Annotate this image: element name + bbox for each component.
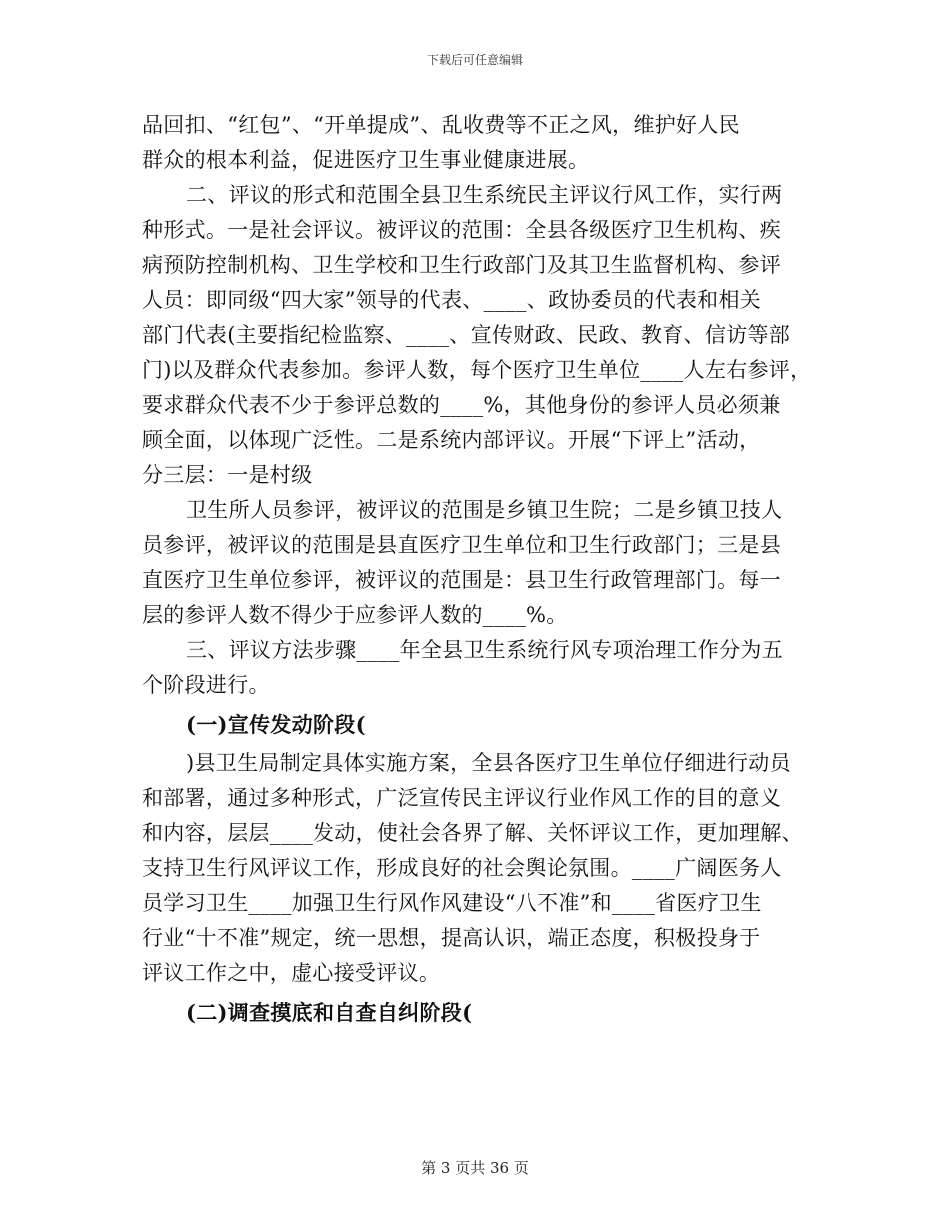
body-text-line: 评议工作之中，虚心接受评议。 [142,961,441,985]
body-text-line: 病预防控制机构、卫生学校和卫生行政部门及其卫生监督机构、参评 [142,253,781,277]
body-text-line: 种形式。一是社会评议。被评议的范围：全县各级医疗卫生机构、疾 [142,218,781,242]
body-text-line: 部门代表(主要指纪检监察、____、宣传财政、民政、教育、信访等部 [142,323,791,347]
body-text-line: 品回扣、“红包”、“开单提成”、乱收费等不正之风，维护好人民 [142,113,740,137]
page-number: 第 3 页共 36 页 [421,1159,529,1177]
body-text-line: 人员：即同级“四大家”领导的代表、____、政协委员的代表和相关 [142,288,762,312]
body-text-line: 群众的根本利益，促进医疗卫生事业健康进展。 [142,148,590,172]
body-text-line: 要求群众代表不少于参评总数的____%，其他身份的参评人员必须兼 [142,393,781,417]
body-text-line: 直医疗卫生单位参评，被评议的范围是：县卫生行政管理部门。每一 [142,568,781,592]
body-text-line: 二、评议的形式和范围全县卫生系统民主评议行风工作，实行两 [186,183,783,207]
body-text-line: 支持卫生行风评议工作，形成良好的社会舆论氛围。____广阔医务人 [142,856,782,880]
document-body [142,108,822,1034]
body-text-line: 门)以及群众代表参加。参评人数，每个医疗卫生单位____人左右参评， [142,358,812,382]
body-text-line: 分三层：一是村级 [142,463,313,487]
body-text-line: 顾全面，以体现广泛性。二是系统内部评议。开展“下评上”活动， [142,428,761,452]
body-text-line: 层的参评人数不得少于应参评人数的____%。 [142,603,568,627]
body-text-line: 员学习卫生____加强卫生行风作风建设“八不准”和____省医疗卫生 [142,891,762,915]
body-text-line: 个阶段进行。 [142,673,270,697]
body-text-line: 员参评，被评议的范围是县直医疗卫生单位和卫生行政部门；三是县 [142,533,781,557]
section-heading-line: (二)调查摸底和自查自纠阶段( [186,1000,473,1025]
body-text-line: 行业“十不准”规定，统一思想，提高认识，端正态度，积极投身于 [142,926,761,950]
body-text-line: )县卫生局制定具体实施方案，全县各医疗卫生单位仔细进行动员 [186,751,791,775]
body-text-line: 和内容，层层____发动，使社会各界了解、关怀评议工作，更加理解、 [142,821,803,845]
body-text-line: 三、评议方法步骤____年全县卫生系统行风专项治理工作分为五 [186,638,783,662]
body-text-line: 卫生所人员参评，被评议的范围是乡镇卫生院；二是乡镇卫技人 [186,498,783,522]
body-text-line: 和部署，通过多种形式，广泛宣传民主评议行业作风工作的目的意义 [142,786,781,810]
page-header: 下载后可任意编辑 [426,53,523,67]
section-heading-line: (一)宣传发动阶段( [186,712,366,737]
